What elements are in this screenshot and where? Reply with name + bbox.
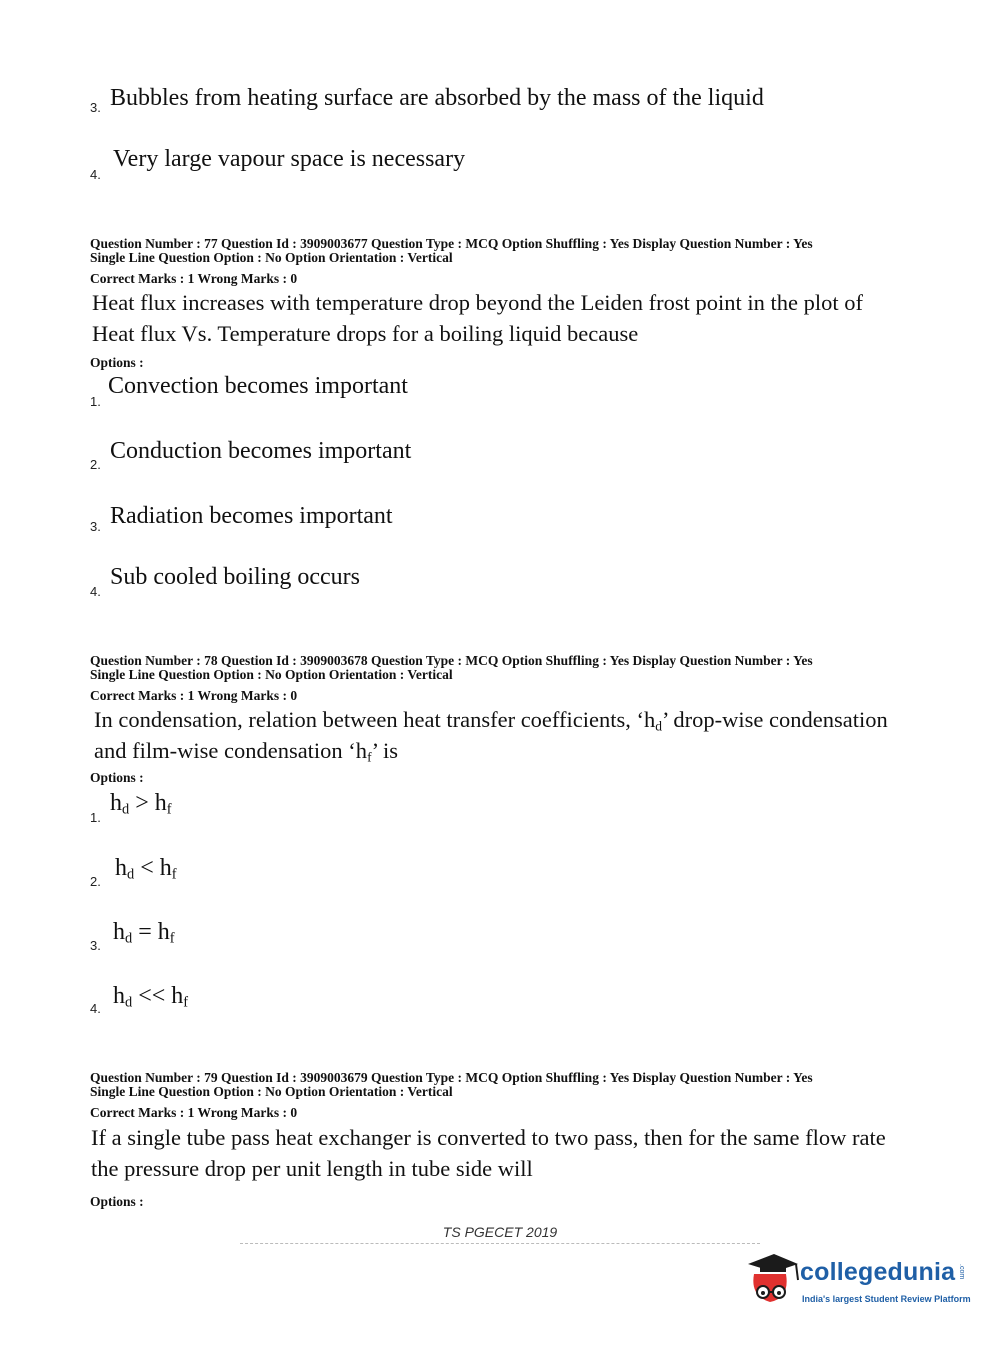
option-number: 2. <box>90 457 101 472</box>
collegedunia-logo <box>740 1250 980 1310</box>
option-text: Convection becomes important <box>108 373 408 399</box>
footer-divider <box>240 1243 760 1244</box>
option-text: $h_d > h_f$ <box>110 790 172 818</box>
question-meta: Question Number : 77 Question Id : 3909003677 Question Type : MCQ Option Shuffling : Yes Display Question Number : Yes <box>90 236 813 251</box>
question-text: If a single tube pass heat exchanger is converted to two pass, then for the same flow rate <box>91 1125 886 1150</box>
footer-title: TS PGECET 2019 <box>442 1224 558 1240</box>
option-text: Radiation becomes important <box>110 503 393 529</box>
option-number: 4. <box>90 1001 101 1016</box>
graduate-mascot-icon <box>740 1250 800 1310</box>
option-text: Sub cooled boiling occurs <box>110 564 360 590</box>
question-meta: Question Number : 78 Question Id : 3909003678 Question Type : MCQ Option Shuffling : Yes Display Question Number : Yes <box>90 653 813 668</box>
option-number: 1. <box>90 810 101 825</box>
question-meta: Single Line Question Option : No Option Orientation : Vertical <box>90 250 453 265</box>
question-marks: Correct Marks : 1 Wrong Marks : 0 <box>90 271 298 286</box>
question-meta: Single Line Question Option : No Option Orientation : Vertical <box>90 1084 453 1099</box>
option-text: $h_d << h_f$ <box>113 983 189 1011</box>
logo-domain: .com <box>958 1264 965 1280</box>
logo-wordmark: collegedunia <box>800 1258 956 1286</box>
question-text: and film-wise condensation ‘$h_f$’ is <box>94 738 399 765</box>
question-meta: Question Number : 79 Question Id : 3909003679 Question Type : MCQ Option Shuffling : Yes Display Question Number : Yes <box>90 1070 813 1085</box>
question-text: In condensation, relation between heat transfer coefficients, ‘$h_d$’ drop-wise condensation <box>94 707 888 734</box>
option-number: 1. <box>90 394 101 409</box>
option-number: 3. <box>90 519 101 534</box>
question-marks: Correct Marks : 1 Wrong Marks : 0 <box>90 1105 298 1120</box>
options-label: Options : <box>90 770 144 785</box>
option-text: $h_d = h_f$ <box>113 919 175 947</box>
option-text: Conduction becomes important <box>110 438 412 464</box>
options-label: Options : <box>90 355 144 370</box>
option-text: Bubbles from heating surface are absorbed by the mass of the liquid <box>110 85 764 111</box>
options-label: Options : <box>90 1194 144 1209</box>
option-number: 2. <box>90 874 101 889</box>
option-text: $h_d < h_f$ <box>115 855 177 883</box>
question-meta: Single Line Question Option : No Option Orientation : Vertical <box>90 667 453 682</box>
option-number: 4. <box>90 584 101 599</box>
question-text: the pressure drop per unit length in tube side will <box>91 1156 533 1181</box>
option-text: Very large vapour space is necessary <box>113 146 466 172</box>
option-number: 4. <box>90 167 101 182</box>
question-text: Heat flux Vs. Temperature drops for a boiling liquid because <box>92 321 639 346</box>
option-number: 3. <box>90 938 101 953</box>
question-text: Heat flux increases with temperature drop beyond the Leiden frost point in the plot of <box>92 290 864 315</box>
question-marks: Correct Marks : 1 Wrong Marks : 0 <box>90 688 298 703</box>
option-number: 3. <box>90 100 101 115</box>
logo-tagline: India's largest Student Review Platform <box>802 1294 971 1304</box>
